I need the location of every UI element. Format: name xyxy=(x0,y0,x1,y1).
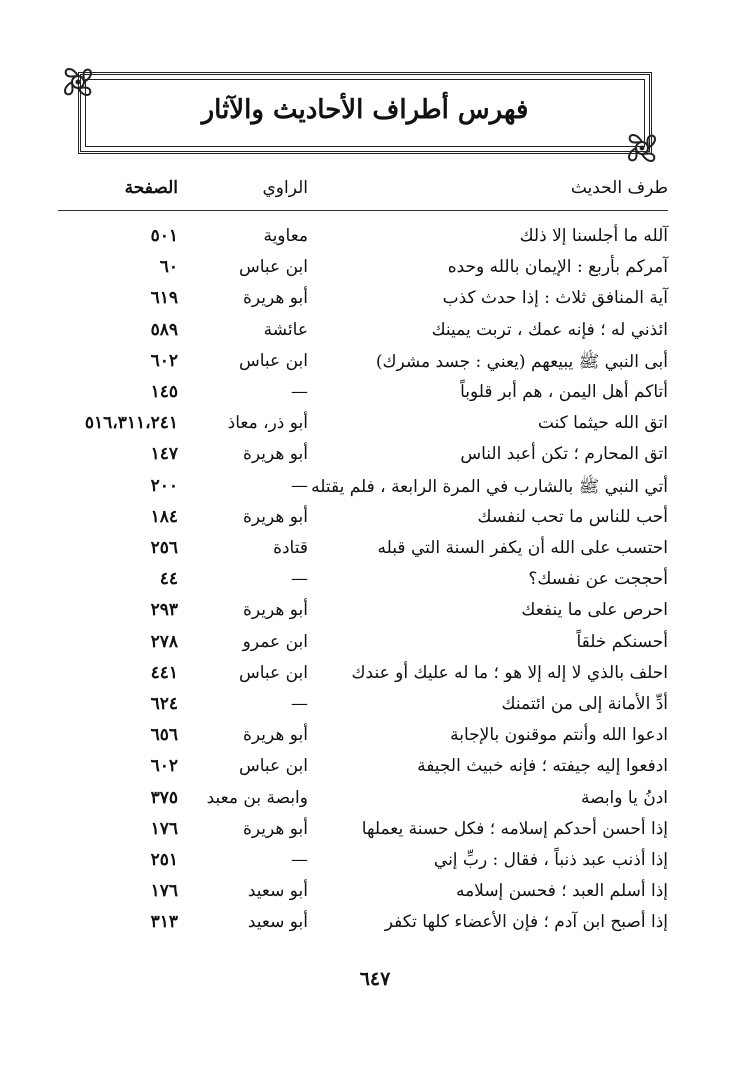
hadith-text: إذا أحسن أحدكم إسلامه ؛ فكل حسنة يعملها xyxy=(361,818,668,839)
hadith-text: إذا أصبح ابن آدم ؛ فإن الأعضاء كلها تكفر xyxy=(384,912,668,933)
page-ref: ٢٥١ xyxy=(150,850,178,870)
table-row xyxy=(58,632,668,662)
ornament-top-left xyxy=(58,62,98,102)
page-ref: ٦٠٢ xyxy=(150,756,178,777)
page-ref: ٢٥٦ xyxy=(150,538,178,558)
table-row xyxy=(58,600,668,630)
narrator-name: أبو هريرة xyxy=(242,818,308,839)
narrator-name: وابصة بن معبد xyxy=(206,787,308,808)
narrator-name: أبو هريرة xyxy=(242,506,308,527)
narrator-name: معاوية xyxy=(263,226,308,246)
narrator-name: ابن عباس xyxy=(238,257,308,278)
table-row xyxy=(58,444,668,474)
narrator-name: أبو هريرة xyxy=(242,444,308,465)
hadith-text: أدِّ الأمانة إلى من ائتمنك xyxy=(501,694,668,714)
page-ref: ٦٢٤ xyxy=(150,694,178,714)
page-ref: ١٤٧ xyxy=(150,444,178,465)
table-row xyxy=(58,288,668,318)
table-row xyxy=(58,881,668,911)
table-row xyxy=(58,725,668,755)
page-ref: ١٨٤ xyxy=(150,506,178,527)
narrator-name: ابن عباس xyxy=(238,756,308,777)
hadith-text: اتق المحارم ؛ تكن أعبد الناس xyxy=(460,444,668,465)
page-ref: ٥٠١ xyxy=(150,226,178,246)
hadith-text: احرص على ما ينفعك xyxy=(521,600,668,621)
narrator-name: أبو سعيد xyxy=(247,881,308,902)
hadith-text: آمركم بأربع : الإيمان بالله وحده xyxy=(447,257,668,278)
table-row xyxy=(58,694,668,724)
ornament-bottom-right xyxy=(622,128,662,168)
page-ref: ٦١٩ xyxy=(150,288,178,309)
page-ref: ٢٠٠ xyxy=(150,475,178,496)
title-frame xyxy=(78,72,652,154)
page-ref: ٥١٦،٣١١،٢٤١ xyxy=(84,413,178,434)
column-header-hadith: طرف الحديث xyxy=(570,178,668,198)
table-row xyxy=(58,756,668,786)
hadith-text: أحججت عن نفسك؟ xyxy=(528,569,668,590)
table-row xyxy=(58,507,668,537)
page-ref: ٦٠٢ xyxy=(150,350,178,371)
hadith-text: ادعوا الله وأنتم موقنون بالإجابة xyxy=(450,725,668,746)
page-ref: ١٧٦ xyxy=(150,881,178,902)
narrator-name: — xyxy=(291,694,308,714)
table-row xyxy=(58,476,668,506)
page-ref: ٣١٣ xyxy=(150,912,178,933)
hadith-text: اتق الله حيثما كنت xyxy=(537,413,668,434)
page-ref: ١٤٥ xyxy=(150,382,178,402)
page-title: فهرس أطراف الأحاديث والآثار xyxy=(201,95,529,125)
hadith-text: احتسب على الله أن يكفر السنة التي قبله xyxy=(377,538,668,558)
narrator-name: قتادة xyxy=(273,538,308,558)
narrator-name: — xyxy=(291,850,308,870)
table-row xyxy=(58,320,668,350)
narrator-name: أبو ذر، معاذ xyxy=(227,413,308,434)
hadith-text: أحب للناس ما تحب لنفسك xyxy=(477,506,668,527)
narrator-name: — xyxy=(291,569,308,590)
table-row xyxy=(58,569,668,599)
table-row xyxy=(58,788,668,818)
hadith-text: آية المنافق ثلاث : إذا حدث كذب xyxy=(442,288,668,309)
hadith-text: إذا أذنب عبد ذنباً ، فقال : ربِّ إني xyxy=(433,850,668,870)
page-ref: ٥٨٩ xyxy=(150,319,178,340)
column-header-narrator: الراوي xyxy=(262,178,308,198)
narrator-name: ابن عباس xyxy=(238,662,308,683)
table-row xyxy=(58,351,668,381)
narrator-name: عائشة xyxy=(263,319,308,340)
hadith-text: ائذني له ؛ فإنه عمك ، تربت يمينك xyxy=(431,319,668,340)
table-row xyxy=(58,819,668,849)
page-ref: ٦٥٦ xyxy=(150,725,178,746)
narrator-name: ابن عمرو xyxy=(242,631,308,652)
hadith-text: أحسنكم خلقاً xyxy=(576,631,668,652)
page-ref: ٦٠ xyxy=(159,257,178,278)
page-ref: ٢٧٨ xyxy=(150,631,178,652)
page-number: ٦٤٧ xyxy=(359,968,391,990)
hadith-text: إذا أسلم العبد ؛ فحسن إسلامه xyxy=(455,881,668,902)
hadith-text: احلف بالذي لا إله إلا هو ؛ ما له عليك أو عندك xyxy=(351,662,668,683)
hadith-text: أبى النبي ﷺ يبيعهم (يعني : جسد مشرك) xyxy=(375,351,668,372)
narrator-name: أبو هريرة xyxy=(242,288,308,309)
narrator-name: — xyxy=(291,475,308,496)
hadith-text: أتاكم أهل اليمن ، هم أبر قلوباً xyxy=(460,382,668,402)
column-header-page: الصفحة xyxy=(124,178,178,198)
table-row xyxy=(58,226,668,256)
narrator-name: أبو سعيد xyxy=(247,912,308,933)
narrator-name: أبو هريرة xyxy=(242,600,308,621)
page-ref: ٤٤١ xyxy=(150,662,178,683)
page-ref: ٢٩٣ xyxy=(150,600,178,621)
page-ref: ٣٧٥ xyxy=(150,787,178,808)
hadith-text: ادفعوا إليه جيفته ؛ فإنه خبيث الجيفة xyxy=(417,756,668,777)
table-row xyxy=(58,850,668,880)
header-divider xyxy=(58,210,668,211)
hadith-text: أتي النبي ﷺ بالشارب في المرة الرابعة ، فلم يقتله xyxy=(311,476,668,497)
narrator-name: — xyxy=(291,382,308,402)
table-row xyxy=(58,663,668,693)
table-row xyxy=(58,912,668,942)
page-ref: ٤٤ xyxy=(159,569,178,590)
page-ref: ١٧٦ xyxy=(150,818,178,839)
table-row xyxy=(58,382,668,412)
column-headers xyxy=(58,178,668,208)
table-row xyxy=(58,413,668,443)
table-row xyxy=(58,257,668,287)
table-row xyxy=(58,538,668,568)
narrator-name: ابن عباس xyxy=(238,350,308,371)
narrator-name: أبو هريرة xyxy=(242,725,308,746)
hadith-text: آلله ما أجلسنا إلا ذلك xyxy=(519,226,668,246)
hadith-text: ادنُ يا وابصة xyxy=(580,787,668,808)
